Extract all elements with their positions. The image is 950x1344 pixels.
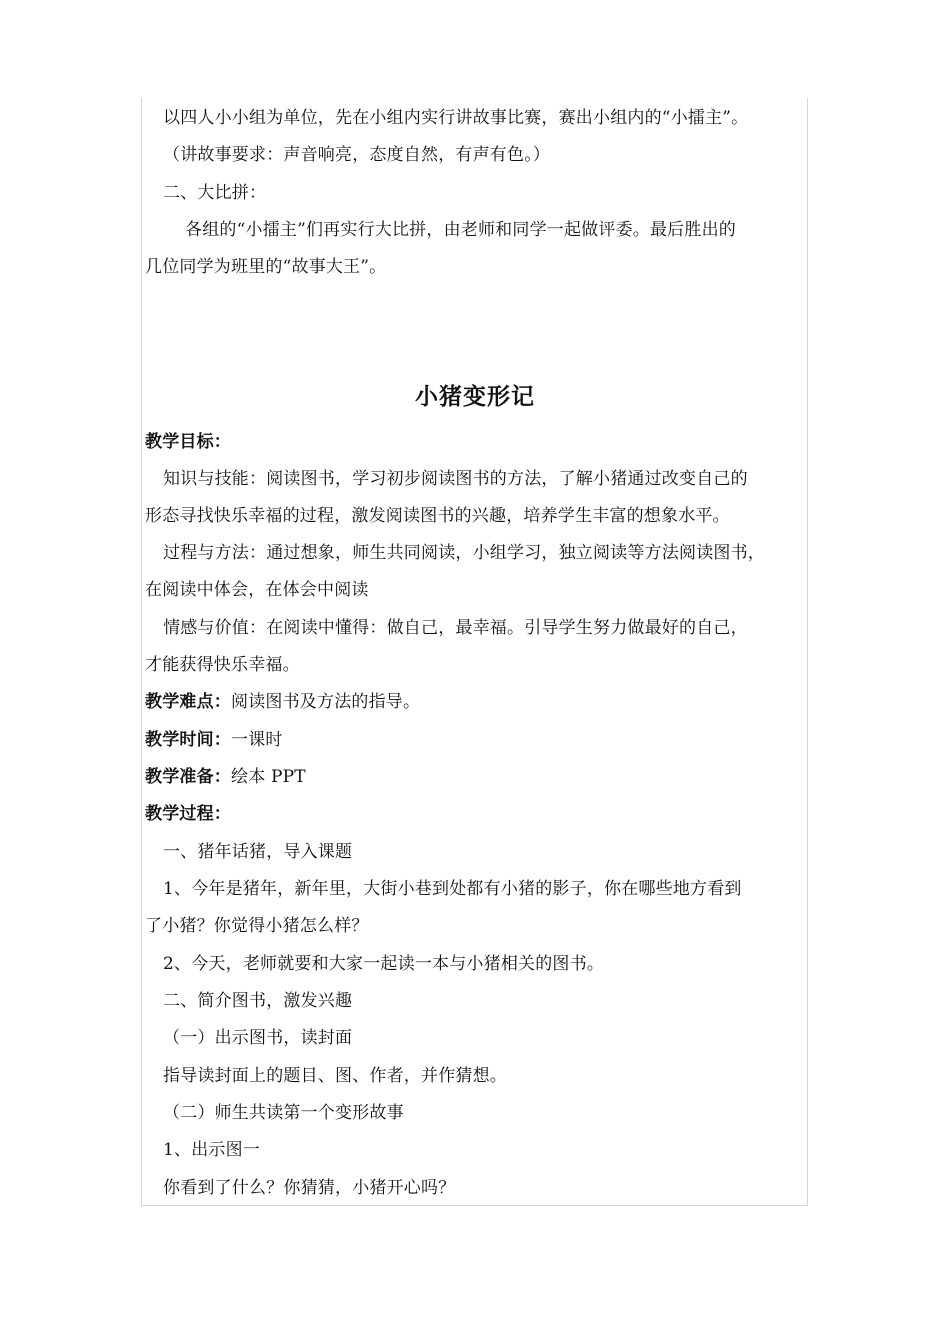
text-line: 了小猪？你觉得小猪怎么样？ <box>145 916 369 936</box>
prep-row <box>145 766 306 788</box>
text-line: 各组的“小擂主”们再实行大比拼，由老师和同学一起做评委。最后胜出的 <box>185 220 736 240</box>
text-line: 才能获得快乐幸福。 <box>145 655 300 675</box>
text-line: 知识与技能：阅读图书，学习初步阅读图书的方法，了解小猪通过改变自己的 <box>163 469 748 489</box>
time-label: 教学时间： <box>145 730 231 750</box>
text-line: 1、今年是猪年，新年里，大街小巷到处都有小猪的影子，你在哪些地方看到 <box>163 879 742 899</box>
text-line: 指导读封面上的题目、图、作者，并作猜想。 <box>163 1066 507 1086</box>
text-line: 几位同学为班里的“故事大王”。 <box>145 257 387 277</box>
text-line: 过程与方法：通过想象，师生共同阅读，小组学习，独立阅读等方法阅读图书， <box>163 543 765 563</box>
difficulty-label: 教学难点： <box>145 692 231 712</box>
text-line: 形态寻找快乐幸福的过程，激发阅读图书的兴趣，培养学生丰富的想象水平。 <box>145 506 730 526</box>
prep-label: 教学准备： <box>145 767 231 787</box>
document-title: 小猪变形记 <box>415 383 535 410</box>
section-heading-process: 教学过程： <box>145 804 231 824</box>
text-line: 以四人小小组为单位，先在小组内实行讲故事比赛，赛出小组内的“小擂主”。 <box>163 108 749 128</box>
text-line: 1、出示图一 <box>163 1140 261 1160</box>
text-line: （二）师生共读第一个变形故事 <box>163 1103 404 1123</box>
section-heading-goals: 教学目标： <box>145 432 231 452</box>
text-line: 在阅读中体会，在体会中阅读 <box>145 580 369 600</box>
text-line: 2、今天，老师就要和大家一起读一本与小猪相关的图书。 <box>163 954 605 974</box>
difficulty-value: 阅读图书及方法的指导。 <box>231 692 421 712</box>
text-line: （讲故事要求：声音响亮，态度自然，有声有色。） <box>163 145 551 165</box>
time-row <box>145 729 283 751</box>
text-line: 情感与价值：在阅读中懂得：做自己，最幸福。引导学生努力做最好的自己， <box>163 618 748 638</box>
text-line: 一、猪年话猪，导入课题 <box>163 842 353 862</box>
text-line: （一）出示图书，读封面 <box>163 1028 353 1048</box>
difficulty-row <box>145 691 420 713</box>
text-line: 二、大比拼： <box>163 183 267 203</box>
prep-value: 绘本 PPT <box>231 767 306 787</box>
text-line: 二、简介图书，激发兴趣 <box>163 991 353 1011</box>
text-line: 你看到了什么？你猜猜，小猪开心吗？ <box>163 1178 456 1198</box>
time-value: 一课时 <box>231 730 283 750</box>
